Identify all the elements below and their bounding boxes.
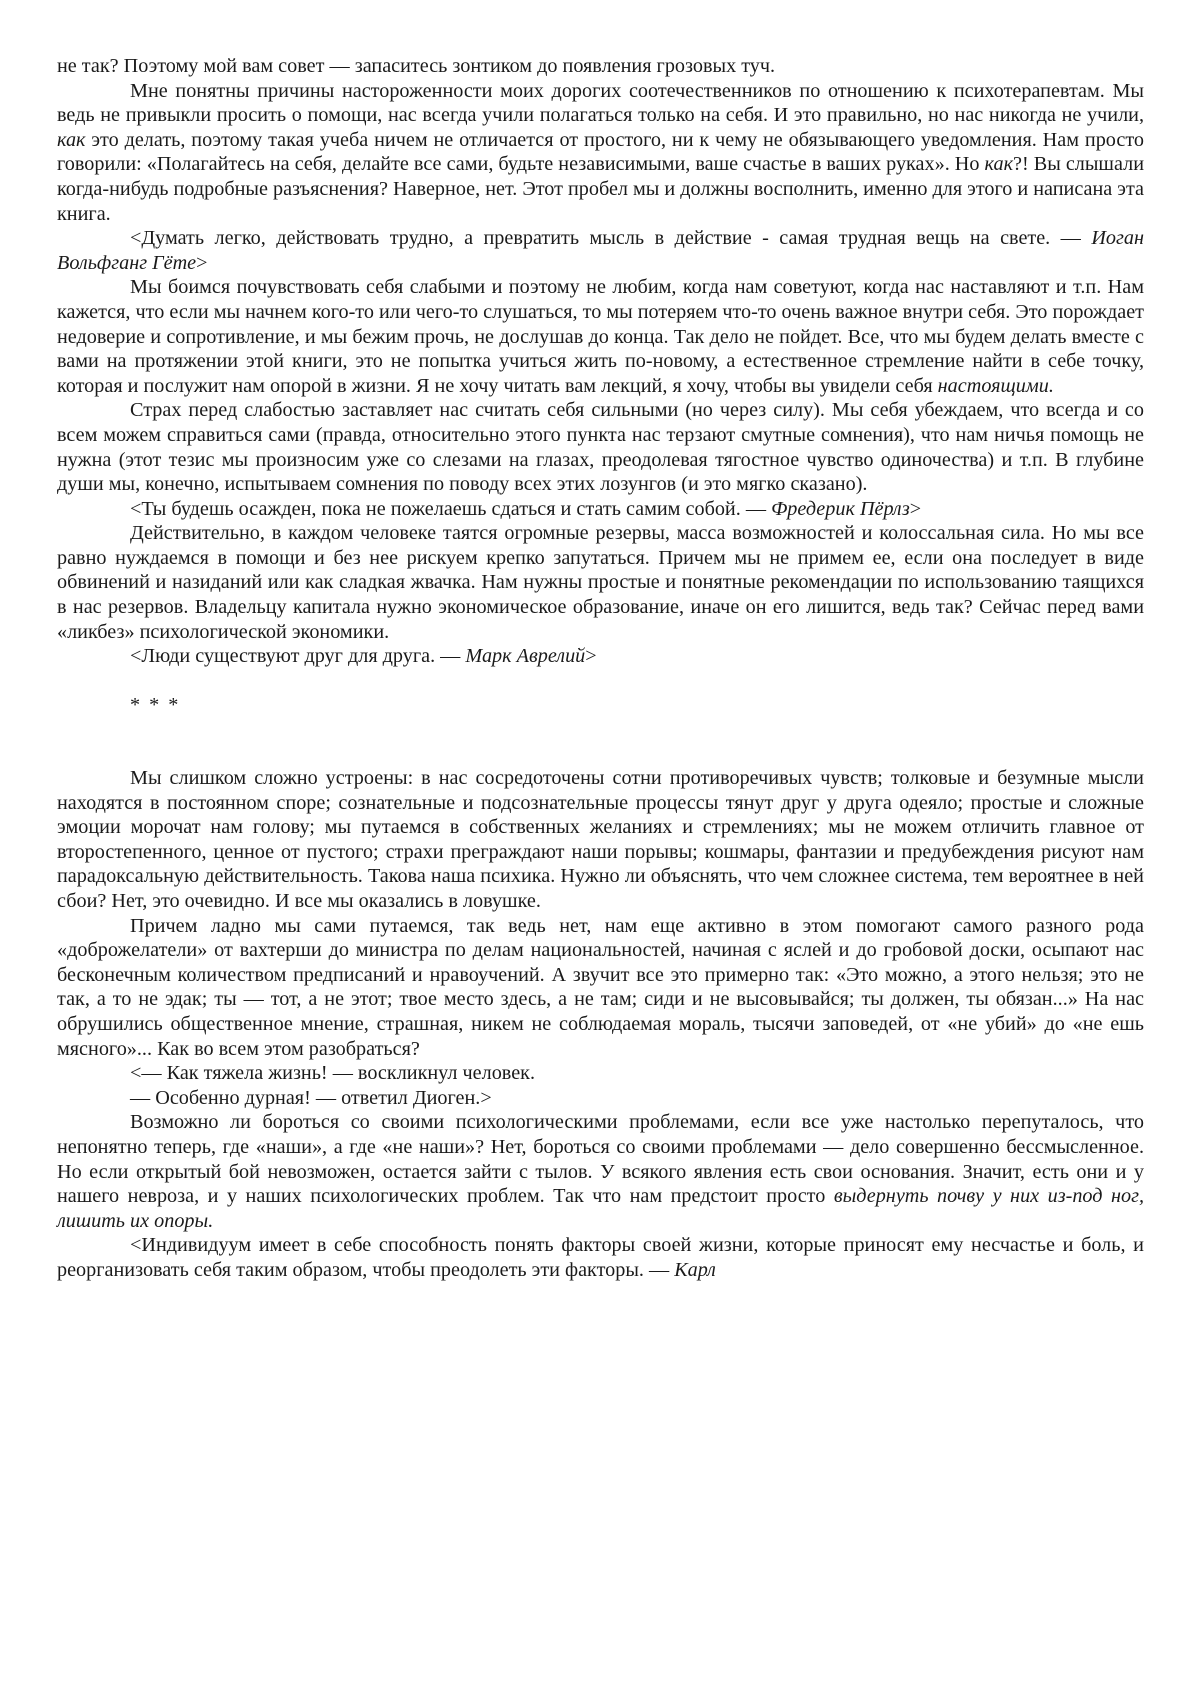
text-run: <Ты будешь осажден, пока не пожелаешь сдаться и стать самим собой. —: [130, 497, 772, 520]
text-run: Мы боимся почувствовать себя слабыми и поэтому не любим, когда нам советуют, когда нас наставляют и т.п. Нам кажется, что если мы начнем кого-то или чего-то слушаться, то мы потеряем что-то очень важное внутри себя. Это порождает недоверие и сопротивление, и мы бежим прочь, не дослушав до конца. Так дело не пойдет. Все, что мы будем делать вместе с вами на протяжении этой книги, это не попытка учиться жить по-новому, а естественное стремление найти в себе точку, которая и послужит нам опорой в жизни. Я не хочу читать вам лекций, я хочу, чтобы вы увидели себя: [57, 276, 1144, 397]
text-run: — Особенно дурная! — ответил Диоген.>: [130, 1086, 492, 1109]
paragraph: [57, 1086, 1144, 1111]
italic-text: Иоган Вольфганг Гёте: [57, 227, 1144, 274]
paragraph: [57, 226, 1144, 275]
paragraph: [57, 497, 1144, 522]
paragraph: [57, 521, 1144, 644]
text-run: Возможно ли бороться со своими психологическими проблемами, если все уже настолько перепуталось, что непонятно теперь, где «наши», а где «не наши»? Нет, бороться со своими проблемами — дело совершенно бессмысленное. Но если открытый бой невозможен, остается зайти с тылов. У всякого явления есть свои основания. Значит, есть они и у нашего невроза, и у наших психологических проблем. Так что нам предстоит просто: [57, 1111, 1144, 1208]
text-run: <Индивидуум имеет в себе способность понять факторы своей жизни, которые приносят ему несчастье и боль, и реорганизовать себя таким образом, чтобы преодолеть эти факторы. —: [57, 1234, 1144, 1281]
text-run: ?! Вы слышали когда-нибудь подробные разъяснения? Наверное, нет. Этот пробел мы и должны восполнить, именно для этого и написана эта книга.: [57, 153, 1145, 225]
text-run: <Люди существуют друг для друга. —: [130, 645, 466, 668]
text-run: <— Как тяжела жизнь! — воскликнул человек.: [130, 1062, 536, 1085]
italic-text: как: [984, 153, 1014, 176]
paragraph: [57, 275, 1144, 398]
paragraph: [57, 54, 1144, 79]
paragraph: [57, 766, 1144, 914]
text-run: Страх перед слабостью заставляет нас считать себя сильными (но через силу). Мы себя убеждаем, что всегда и со всем можем справиться сами (правда, относительно этого пункта нас терзают смутные сомнения), что нам ничья помощь не нужна (этот тезис мы произносим уже со слезами на глазах, преодолевая тягостное чувство одиночества) и т.п. В глубине души мы, конечно, испытываем сомнения по поводу всех этих лозунгов (и это мягко сказано).: [57, 399, 1144, 496]
text-run: >: [909, 497, 922, 520]
text-run: Мне понятны причины настороженности моих дорогих соотечественников по отношению к психотерапевтам. Мы ведь не привыкли просить о помощи, нас всегда учили полагаться только на себя. И это правильно, но нас никогда не учили,: [57, 79, 1144, 127]
italic-text: настоящими.: [937, 374, 1054, 397]
text-run: Действительно, в каждом человеке таятся огромные резервы, масса возможностей и колоссальная сила. Но мы все равно нуждаемся в помощи и без нее рискуем крепко запутаться. Причем мы не примем ее, если она последует в виде обвинений и назиданий или как сладкая жвачка. Нам нужны простые и понятные рекомендации по использованию таящихся в нас резервов. Владельцу капитала нужно экономическое образование, иначе он его лишится, ведь так? Сейчас перед вами «ликбез» психологической экономики.: [57, 522, 1144, 643]
italic-text: выдернуть почву у них из-под ног, лишить их опоры.: [57, 1185, 1145, 1232]
paragraph: [57, 1061, 1144, 1086]
paragraph: [57, 914, 1144, 1062]
paragraph: [57, 644, 1144, 669]
text-run: >: [196, 251, 208, 274]
text-run: Причем ладно мы сами путаемся, так ведь нет, нам еще активно в этом помогают самого разного рода «доброжелатели» от вахтерши до министра по делам национальностей, начиная с яслей и до гробовой доски, осыпают нас бесконечным количеством предписаний и нравоучений. А звучит все это примерно так: «Это можно, а этого нельзя; это не так, а то не эдак; ты — тот, а не этот; твое место здесь, а не там; сиди и не высовывайся; ты должен, ты обязан...» На нас обрушились общественное мнение, страшная, никем не соблюдаемая мораль, тысячи заповедей, от «не убий» до «не ешь мясного»... Как во всем этом разобраться?: [57, 914, 1144, 1060]
text-run: не так? Поэтому мой вам совет — запаситесь зонтиком до появления грозовых туч.: [57, 55, 776, 77]
italic-text: Карл: [674, 1258, 716, 1281]
text-run: * * *: [130, 694, 181, 717]
paragraph: [57, 1233, 1144, 1282]
italic-text: Фредерик Пёрлз: [771, 497, 910, 520]
text-run: это делать, поэтому такая учеба ничем не отличается от простого, ни к чему не обязывающего уведомления. Нам просто говорили: «Полагайтесь на себя, делайте все сами, будьте независимыми, ваше счастье в ваших руках». Но: [57, 128, 1144, 176]
text-run: >: [585, 645, 597, 668]
paragraph: [57, 1110, 1144, 1233]
italic-text: Марк Аврелий: [465, 645, 586, 668]
section-separator: [57, 693, 1144, 718]
italic-text: как: [57, 128, 86, 151]
paragraph: [57, 398, 1144, 496]
paragraph: [57, 79, 1144, 227]
text-run: Мы слишком сложно устроены: в нас сосредоточены сотни противоречивых чувств; толковые и безумные мысли находятся в постоянном споре; сознательные и подсознательные процессы тянут друг у друга одеяло; простые и сложные эмоции морочат нам голову; мы путаемся в собственных желаниях и стремлениях; мы не можем отличить главное от второстепенного, ценное от пустого; страхи преграждают наши порывы; кошмары, фантазии и предубеждения рисуют нам парадоксальную действительность. Такова наша психика. Нужно ли объяснять, что чем сложнее система, тем вероятнее в ней сбои? Нет, это очевидно. И все мы оказались в ловушке.: [57, 767, 1144, 912]
text-run: <Думать легко, действовать трудно, а превратить мысль в действие - самая трудная вещь на свете. —: [130, 227, 1092, 250]
